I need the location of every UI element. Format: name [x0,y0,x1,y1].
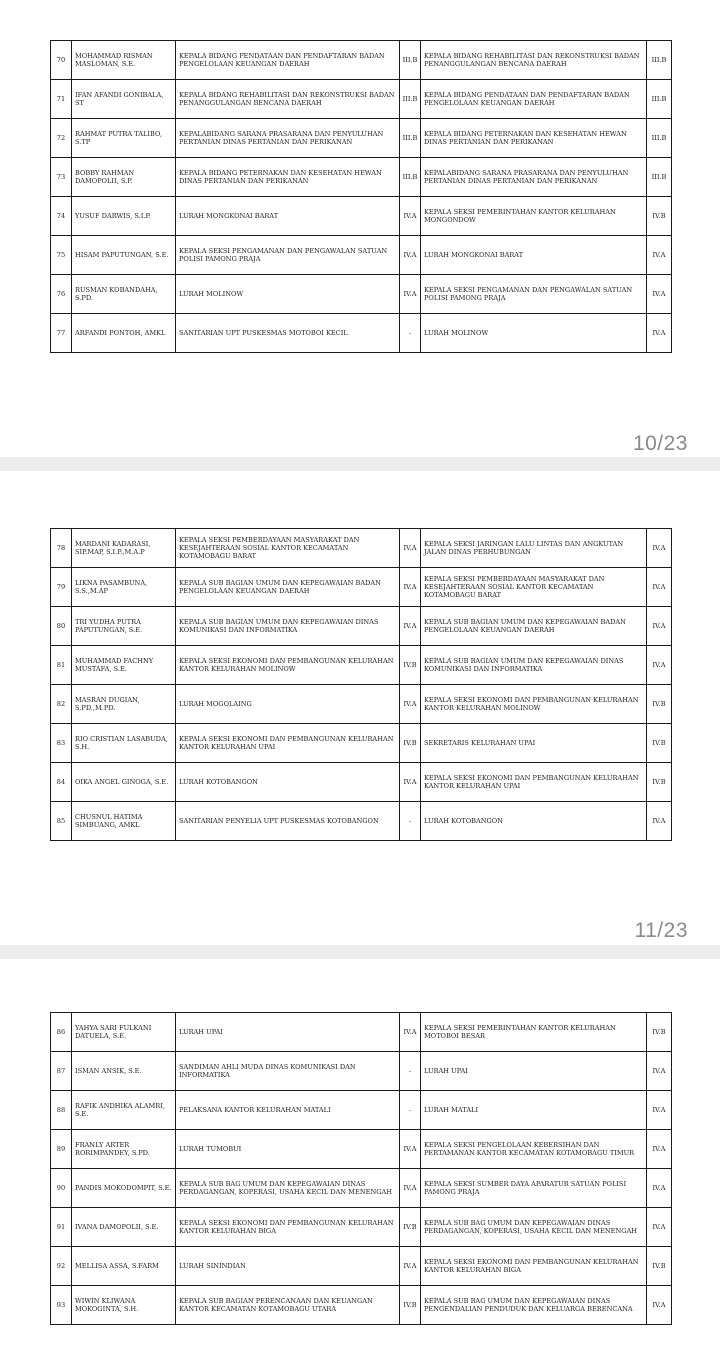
employee-name: MASRAN DUGIAN, S.PD.,M.PD. [72,685,176,724]
previous-grade: III.B [400,119,421,158]
table-row [51,314,672,353]
previous-position: KEPALA SEKSI EKONOMI DAN PEMBANGUNAN KELURAHAN KANTOR KELURAHAN MOLINOW [176,646,400,685]
previous-position: LURAH MOLINOW [176,275,400,314]
new-grade: IV.B [647,685,672,724]
row-number: 73 [51,158,72,197]
row-number: 76 [51,275,72,314]
employee-name: WIWIN KLIWANA MOKOGINTA, S.H. [72,1286,176,1325]
employee-name: YAHYA SARI FULKANI DATUELA, S.E. [72,1013,176,1052]
table-row [51,1208,672,1247]
new-grade: III.B [647,158,672,197]
new-grade: III.B [647,119,672,158]
previous-grade: IV.A [400,763,421,802]
row-number: 86 [51,1013,72,1052]
employee-name: RAHMAT PUTRA TALIBO, S.TP [72,119,176,158]
mutation-table-3 [50,1012,672,1325]
employee-name: BOBBY RAHMAN DAMOPOLII, S.P. [72,158,176,197]
employee-name: ARFANDI PONTOH, AMKL [72,314,176,353]
new-position: KEPALA SEKSI PENGAMANAN DAN PENGAWALAN SATUAN POLISI PAMONG PRAJA [421,275,647,314]
employee-name: IFAN AFANDI GONIBALA, ST [72,80,176,119]
table-row [51,763,672,802]
table-row [51,568,672,607]
previous-grade: III.B [400,80,421,119]
row-number: 77 [51,314,72,353]
document-page-2 [0,471,720,945]
new-position: KEPALA SEKSI JARINGAN LALU LINTAS DAN ANGKUTAN JALAN DINAS PERHUBUNGAN [421,529,647,568]
new-grade: IV.A [647,529,672,568]
previous-position: LURAH MOGOLAING [176,685,400,724]
new-position: KEPALA BIDANG PETERNAKAN DAN KESEHATAN HEWAN DINAS PERTANIAN DAN PERIKANAN [421,119,647,158]
previous-grade: III.B [400,158,421,197]
new-position: KEPALA SUB BAGIAN UMUM DAN KEPEGAWAIAN DINAS KOMUNIKASI DAN INFORMATIKA [421,646,647,685]
table-row [51,236,672,275]
page-separator [0,457,720,471]
new-position: KEPALA SEKSI EKONOMI DAN PEMBANGUNAN KELURAHAN KANTOR KELURAHAN BIGA [421,1247,647,1286]
new-grade: IV.A [647,1091,672,1130]
row-number: 72 [51,119,72,158]
previous-position: PELAKSANA KANTOR KELURAHAN MATALI [176,1091,400,1130]
row-number: 93 [51,1286,72,1325]
new-grade: IV.A [647,568,672,607]
new-grade: IV.B [647,197,672,236]
new-grade: IV.A [647,236,672,275]
previous-grade: IV.A [400,1247,421,1286]
previous-position: KEPALA BIDANG PENDATAAN DAN PENDAFTARAN BADAN PENGELOLAAN KEUANGAN DAERAH [176,41,400,80]
employee-name: RAFIK ANDHIKA ALAMRI, S.E. [72,1091,176,1130]
previous-position: SANITARIAN PENYELIA UPT PUSKESMAS KOTOBANGON [176,802,400,841]
employee-name: MELLISA ASSA, S.FARM [72,1247,176,1286]
table-body [51,1013,672,1325]
table-row [51,119,672,158]
table-row [51,80,672,119]
table-row [51,1130,672,1169]
table-row [51,1286,672,1325]
table-row [51,158,672,197]
employee-name: MARDANI KADARASI, SIP.MAP, S.I.P.,M.A.P [72,529,176,568]
new-grade: IV.B [647,1013,672,1052]
previous-grade: IV.A [400,685,421,724]
row-number: 91 [51,1208,72,1247]
new-grade: IV.A [647,275,672,314]
row-number: 84 [51,763,72,802]
table-row [51,607,672,646]
previous-grade: IV.A [400,529,421,568]
previous-grade: III.B [400,41,421,80]
previous-position: LURAH TUMOBUI [176,1130,400,1169]
table-row [51,1247,672,1286]
table-row [51,646,672,685]
new-position: KEPALA SEKSI PEMBERDAYAAN MASYARAKAT DAN KESEJAHTERAAN SOSIAL KANTOR KECAMATAN KOTAMOBAGU BARAT [421,568,647,607]
previous-position: SANITARIAN UPT PUSKESMAS MOTOBOI KECIL [176,314,400,353]
previous-position: KEPALABIDANG SARANA PRASARANA DAN PENYULUHAN PERTANIAN DINAS PERTANIAN DAN PERIKANAN [176,119,400,158]
new-position: KEPALA SEKSI PEMERINTAHAN KANTOR KELURAHAN MONGONDOW [421,197,647,236]
previous-grade: IV.A [400,1169,421,1208]
document-page-3 [0,959,720,1362]
new-position: LURAH MONGKONAI BARAT [421,236,647,275]
previous-grade: IV.A [400,236,421,275]
table-row [51,685,672,724]
new-position: KEPALA SEKSI EKONOMI DAN PEMBANGUNAN KELURAHAN KANTOR KELURAHAN UPAI [421,763,647,802]
previous-grade: IV.B [400,1286,421,1325]
row-number: 71 [51,80,72,119]
row-number: 85 [51,802,72,841]
new-position: KEPALA BIDANG REHABILITASI DAN REKONSTRUKSI BADAN PENANGGULANGAN BENCANA DAERAH [421,41,647,80]
previous-grade: IV.A [400,607,421,646]
previous-position: LURAH KOTOBANGON [176,763,400,802]
employee-name: CHUSNUL HATIMA SIMBUANG, AMKL [72,802,176,841]
table-row [51,41,672,80]
previous-position: KEPALA SEKSI EKONOMI DAN PEMBANGUNAN KELURAHAN KANTOR KELURAHAN UPAI [176,724,400,763]
new-grade: IV.A [647,1169,672,1208]
previous-position: KEPALA SUB BAGIAN PERENCANAAN DAN KEUANGAN KANTOR KECAMATAN KOTAMOBAGU UTARA [176,1286,400,1325]
new-position: LURAH UPAI [421,1052,647,1091]
row-number: 75 [51,236,72,275]
row-number: 80 [51,607,72,646]
mutation-table-2 [50,528,672,841]
new-position: LURAH MOLINOW [421,314,647,353]
previous-position: KEPALA SEKSI EKONOMI DAN PEMBANGUNAN KELURAHAN KANTOR KELURAHAN BIGA [176,1208,400,1247]
previous-position: KEPALA SEKSI PEMBERDAYAAN MASYARAKAT DAN KESEJAHTERAAN SOSIAL KANTOR KECAMATAN KOTAMOBAGU BARAT [176,529,400,568]
previous-position: SANDIMAN AHLI MUDA DINAS KOMUNIKASI DAN INFORMATIKA [176,1052,400,1091]
page-number: 11/23 [634,919,688,942]
previous-grade: - [400,1052,421,1091]
new-position: KEPALA SEKSI PEMERINTAHAN KANTOR KELURAHAN MOTOBOI BESAR [421,1013,647,1052]
previous-position: LURAH SININDIAN [176,1247,400,1286]
new-grade: IV.A [647,1208,672,1247]
employee-name: ISMAN ANSIK, S.E. [72,1052,176,1091]
row-number: 90 [51,1169,72,1208]
previous-grade: IV.A [400,275,421,314]
row-number: 78 [51,529,72,568]
employee-name: LIKNA PASAMBUNA, S.S.,M.AP [72,568,176,607]
new-grade: IV.B [647,1247,672,1286]
new-position: LURAH KOTOBANGON [421,802,647,841]
mutation-table-1 [50,40,672,353]
new-position: KEPALA SUB BAG UMUM DAN KEPEGAWAIAN DINAS PERDAGANGAN, KOPERASI, USAHA KECIL DAN MENENGAH [421,1208,647,1247]
page-separator [0,945,720,959]
new-position: KEPALA BIDANG PENDATAAN DAN PENDAFTARAN BADAN PENGELOLAAN KEUANGAN DAERAH [421,80,647,119]
previous-position: KEPALA BIDANG REHABILITASI DAN REKONSTRUKSI BADAN PENANGGULANGAN BENCANA DAERAH [176,80,400,119]
table-row [51,1169,672,1208]
previous-grade: - [400,314,421,353]
previous-grade: IV.B [400,646,421,685]
table-row [51,197,672,236]
document-page-1 [0,0,720,455]
new-grade: IV.A [647,1052,672,1091]
employee-name: HISAM PAPUTUNGAN, S.E. [72,236,176,275]
new-grade: III.B [647,80,672,119]
table-row [51,1013,672,1052]
new-grade: IV.A [647,1286,672,1325]
row-number: 70 [51,41,72,80]
employee-name: RUSMAN KOBANDAHA, S.PD. [72,275,176,314]
previous-grade: - [400,802,421,841]
table-row [51,724,672,763]
employee-name: RIO CRISTIAN LASABUDA, S.H. [72,724,176,763]
previous-position: KEPALA SUB BAGIAN UMUM DAN KEPEGAWAIAN BADAN PENGELOLAAN KEUANGAN DAERAH [176,568,400,607]
employee-name: FRANLY ARTER RORIMPANDEY, S.PD. [72,1130,176,1169]
employee-name: YUSUF DARWIS, S.I.P. [72,197,176,236]
previous-grade: IV.A [400,1013,421,1052]
new-position: KEPALABIDANG SARANA PRASARANA DAN PENYULUHAN PERTANIAN DINAS PERTANIAN DAN PERIKANAN [421,158,647,197]
table-row [51,529,672,568]
previous-grade: IV.A [400,1130,421,1169]
row-number: 79 [51,568,72,607]
table-row [51,1052,672,1091]
employee-name: OIKA ANGEL GINOGA, S.E. [72,763,176,802]
previous-grade: IV.A [400,197,421,236]
employee-name: MUHAMMAD FACHNY MUSTAFA, S.E. [72,646,176,685]
new-position: SEKRETARIS KELURAHAN UPAI [421,724,647,763]
employee-name: MOHAMMAD RISMAN MASLOMAN, S.E. [72,41,176,80]
new-position: KEPALA SEKSI EKONOMI DAN PEMBANGUNAN KELURAHAN KANTOR KELURAHAN MOLINOW [421,685,647,724]
table-body [51,41,672,353]
new-grade: IV.A [647,314,672,353]
page-number: 10/23 [632,432,688,455]
new-grade: IV.B [647,724,672,763]
new-grade: IV.A [647,607,672,646]
row-number: 81 [51,646,72,685]
table-row [51,275,672,314]
new-grade: IV.A [647,802,672,841]
row-number: 89 [51,1130,72,1169]
row-number: 87 [51,1052,72,1091]
previous-grade: IV.B [400,724,421,763]
new-grade: IV.A [647,1130,672,1169]
previous-grade: IV.A [400,568,421,607]
new-position: KEPALA SEKSI SUMBER DAYA APARATUR SATUAN POLISI PAMONG PRAJA [421,1169,647,1208]
row-number: 92 [51,1247,72,1286]
row-number: 74 [51,197,72,236]
new-grade: IV.A [647,646,672,685]
new-grade: III.B [647,41,672,80]
new-grade: IV.B [647,763,672,802]
employee-name: PANDIS MOKODOMPIT, S.E. [72,1169,176,1208]
previous-position: LURAH UPAI [176,1013,400,1052]
employee-name: IVANA DAMOPOLII, S.E. [72,1208,176,1247]
previous-position: KEPALA SUB BAGIAN UMUM DAN KEPEGAWAIAN DINAS KOMUNIKASI DAN INFORMATIKA [176,607,400,646]
previous-position: KEPALA SUB BAG UMUM DAN KEPEGAWAIAN DINAS PERDAGANGAN, KOPERASI, USAHA KECIL DAN MENENGAH [176,1169,400,1208]
row-number: 82 [51,685,72,724]
previous-position: LURAH MONGKONAI BARAT [176,197,400,236]
previous-grade: IV.B [400,1208,421,1247]
previous-grade: - [400,1091,421,1130]
new-position: KEPALA SUB BAG UMUM DAN KEPEGAWAIAN DINAS PENGENDALIAN PENDUDUK DAN KELUARGA BERENCANA [421,1286,647,1325]
table-body [51,529,672,841]
employee-name: TRI YUDHA PUTRA PAPUTUNGAN, S.E. [72,607,176,646]
new-position: KEPALA SEKSI PENGELOLAAN KEBERSIHAN DAN PERTAMANAN KANTOR KECAMATAN KOTAMOBAGU TIMUR [421,1130,647,1169]
row-number: 88 [51,1091,72,1130]
new-position: KEPALA SUB BAGIAN UMUM DAN KEPEGAWAIAN BADAN PENGELOLAAN KEUANGAN DAERAH [421,607,647,646]
table-row [51,802,672,841]
table-row [51,1091,672,1130]
row-number: 83 [51,724,72,763]
previous-position: KEPALA BIDANG PETERNAKAN DAN KESEHATAN HEWAN DINAS PERTANIAN DAN PERIKANAN [176,158,400,197]
new-position: LURAH MATALI [421,1091,647,1130]
previous-position: KEPALA SEKSI PENGAMANAN DAN PENGAWALAN SATUAN POLISI PAMONG PRAJA [176,236,400,275]
